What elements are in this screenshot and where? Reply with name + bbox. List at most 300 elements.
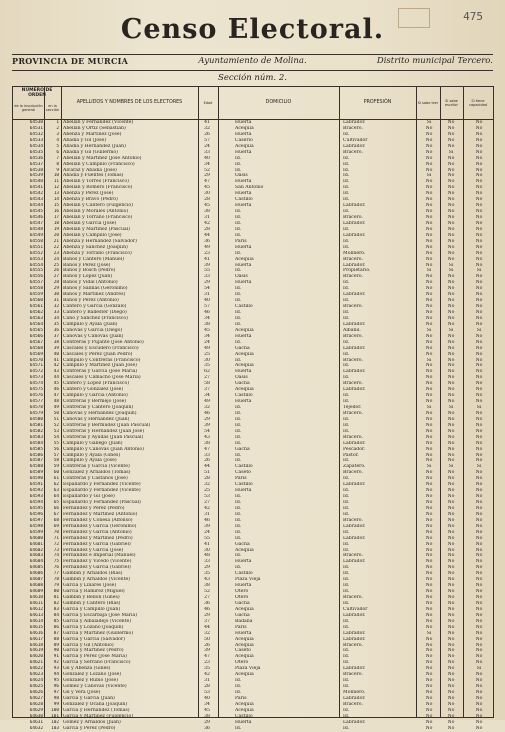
age-cell: 54 bbox=[204, 428, 210, 434]
address-cell: Huerta bbox=[235, 488, 252, 494]
elector-name-cell: González y Rubio (José) bbox=[63, 678, 118, 684]
address-cell: Caserío bbox=[235, 137, 253, 143]
section-number-cell: 24 bbox=[53, 256, 59, 262]
section-number-cell: 60 bbox=[53, 470, 59, 476]
name-header: APELLIDOS Y NOMBRES DE LOS ELECTORES bbox=[76, 100, 183, 106]
general-number-cell: 64617 bbox=[29, 636, 43, 642]
age-cell: 28 bbox=[204, 226, 210, 232]
age-cell: 43 bbox=[204, 577, 210, 583]
read-cell: No bbox=[425, 226, 433, 232]
section-number-cell: 78 bbox=[53, 577, 59, 583]
general-number-cell: 64546 bbox=[29, 215, 43, 220]
section-number-cell: 7 bbox=[56, 155, 59, 161]
age-cell: 57 bbox=[204, 137, 210, 143]
general-number-cell: 64571 bbox=[29, 363, 43, 369]
section-number-cell: 17 bbox=[53, 215, 59, 220]
address-cell: Huerta bbox=[235, 583, 252, 589]
profession-cell: Labrador. bbox=[343, 143, 366, 149]
age-cell: 33 bbox=[204, 452, 210, 458]
elector-name-cell: Baños y Bosch (Pedro) bbox=[63, 268, 116, 274]
capacity-cell: No bbox=[475, 458, 483, 464]
write-cell: No bbox=[447, 529, 455, 535]
section-number-cell: 6 bbox=[56, 149, 59, 155]
profession-cell: Id. bbox=[343, 678, 350, 684]
electoral-table bbox=[12, 86, 494, 731]
age-cell: 48 bbox=[204, 553, 210, 559]
write-cell: No bbox=[447, 375, 455, 381]
write-cell: No bbox=[447, 321, 455, 327]
age-cell: 44 bbox=[204, 464, 210, 470]
capacity-cell: No bbox=[475, 143, 483, 149]
write-cell: No bbox=[447, 351, 455, 357]
section-number-cell: 65 bbox=[53, 500, 59, 505]
age-cell: 35 bbox=[204, 571, 210, 577]
general-number-cell: 64585 bbox=[29, 446, 43, 452]
general-number-cell: 64611 bbox=[29, 600, 43, 606]
elector-name-cell: Fernández y Martínez (Pedro) bbox=[63, 535, 133, 541]
address-cell: Huerta bbox=[235, 131, 252, 137]
address-cell: Oasis bbox=[235, 375, 248, 381]
write-cell: No bbox=[447, 600, 455, 606]
age-cell: 62 bbox=[204, 369, 210, 375]
profession-cell: Id. bbox=[343, 541, 350, 547]
section-number-cell: 83 bbox=[53, 606, 59, 612]
elector-name-cell: Abenza y Martínez (José) bbox=[63, 131, 122, 137]
write-cell: No bbox=[447, 660, 455, 666]
read-cell: Si bbox=[426, 120, 432, 125]
write-cell: No bbox=[447, 244, 455, 250]
address-cell: Id. bbox=[235, 458, 242, 464]
elector-name-cell: Abenza y Pérez (José) bbox=[63, 191, 114, 197]
address-cell: Id. bbox=[235, 220, 242, 226]
capacity-cell: No bbox=[475, 256, 483, 262]
capacity-cell: No bbox=[475, 630, 483, 636]
read-cell: No bbox=[425, 624, 433, 630]
age-cell: 24 bbox=[204, 529, 210, 535]
profession-cell: Id. bbox=[343, 226, 350, 232]
address-cell: Acequia bbox=[235, 672, 254, 678]
age-cell: 55 bbox=[204, 535, 210, 541]
write-cell: Si bbox=[448, 405, 454, 410]
read-cell: No bbox=[425, 304, 433, 310]
general-number-cell: 64623 bbox=[29, 672, 43, 678]
general-number-cell: 64576 bbox=[29, 393, 43, 399]
age-cell: 34 bbox=[204, 393, 210, 399]
capacity-cell: No bbox=[475, 197, 483, 203]
write-cell: Si bbox=[448, 149, 454, 155]
write-cell: No bbox=[447, 482, 455, 488]
section-number-cell: 37 bbox=[53, 333, 59, 339]
section-number-cell: 42 bbox=[53, 363, 59, 369]
profession-cell: Id. bbox=[343, 197, 350, 203]
capacity-cell: No bbox=[475, 470, 483, 476]
elector-name-cell: Abellán y Cantero (Fulgencio) bbox=[63, 203, 133, 209]
read-cell: No bbox=[425, 666, 433, 672]
section-number-cell: 48 bbox=[53, 399, 59, 405]
address-cell: Huerta bbox=[235, 120, 252, 125]
capacity-header: Si tiene capacidad bbox=[469, 98, 487, 107]
capacity-cell: No bbox=[475, 589, 483, 595]
profession-cell: Pescador. bbox=[343, 446, 366, 452]
general-number-cell: 64591 bbox=[29, 482, 43, 488]
capacity-cell: No bbox=[475, 191, 483, 197]
age-cell: 26 bbox=[204, 131, 210, 137]
general-number-cell: 64590 bbox=[29, 476, 43, 482]
general-number-cell: 64600 bbox=[29, 535, 43, 541]
table-body bbox=[13, 120, 493, 732]
profession-cell: Id. bbox=[343, 191, 350, 197]
write-cell: No bbox=[447, 274, 455, 280]
elector-name-cell: Fernández y Conesa (Alfonso) bbox=[63, 517, 133, 523]
capacity-cell: No bbox=[475, 713, 483, 719]
capacity-cell: No bbox=[475, 583, 483, 589]
age-cell: 37 bbox=[204, 618, 210, 624]
address-cell: Acequia bbox=[235, 547, 254, 553]
elector-name-cell: Espallardo y Fernández (Vicente) bbox=[63, 482, 141, 488]
section-number-cell: 16 bbox=[53, 209, 59, 215]
read-cell: No bbox=[425, 220, 433, 226]
read-cell: Si bbox=[426, 357, 432, 363]
write-cell: No bbox=[447, 725, 455, 731]
read-cell: No bbox=[425, 215, 433, 220]
write-cell: No bbox=[447, 137, 455, 143]
elector-name-cell: Campillo y Cánovas (Juan Antonio) bbox=[63, 446, 144, 452]
read-cell: No bbox=[425, 719, 433, 725]
age-cell: 23 bbox=[204, 660, 210, 666]
general-number-cell: 64628 bbox=[29, 701, 43, 707]
elector-name-cell: Cantero y González (José) bbox=[63, 387, 124, 393]
age-cell: 36 bbox=[204, 600, 210, 606]
address-cell: Acequia bbox=[235, 351, 254, 357]
address-cell: Huerta bbox=[235, 280, 252, 286]
capacity-cell: No bbox=[475, 606, 483, 612]
general-number-cell: 64551 bbox=[29, 244, 43, 250]
read-cell: No bbox=[425, 351, 433, 357]
section-number-cell: 43 bbox=[53, 369, 59, 375]
elector-name-cell: Fernández y García (Gerónimo) bbox=[63, 523, 137, 529]
address-cell: Otero bbox=[235, 589, 249, 595]
profession-cell: Labrador. bbox=[343, 535, 366, 541]
write-cell: No bbox=[447, 185, 455, 191]
capacity-cell: No bbox=[475, 577, 483, 583]
read-cell: No bbox=[425, 618, 433, 624]
age-cell: 35 bbox=[204, 666, 210, 672]
age-cell: 34 bbox=[204, 333, 210, 339]
elector-name-cell: Gil y Abenza (Ginés) bbox=[63, 666, 111, 672]
general-number-cell: 64550 bbox=[29, 238, 43, 244]
section-number-cell: 19 bbox=[53, 226, 59, 232]
address-cell: Oasis bbox=[235, 173, 248, 179]
age-cell: 45 bbox=[204, 707, 210, 713]
address-cell: Id. bbox=[235, 725, 242, 731]
address-cell: Huerta bbox=[235, 191, 252, 197]
read-cell: No bbox=[425, 399, 433, 405]
write-cell: No bbox=[447, 292, 455, 298]
write-cell: No bbox=[447, 131, 455, 137]
read-cell: No bbox=[425, 298, 433, 304]
age-cell: 44 bbox=[204, 624, 210, 630]
general-number-cell: 64599 bbox=[29, 529, 43, 535]
read-cell: No bbox=[425, 434, 433, 440]
general-number-cell: 64598 bbox=[29, 523, 43, 529]
profession-cell: Id. bbox=[343, 238, 350, 244]
general-number-cell: 64552 bbox=[29, 250, 43, 256]
general-number-cell: 64577 bbox=[29, 399, 43, 405]
age-cell: 38 bbox=[204, 440, 210, 446]
capacity-cell: No bbox=[475, 203, 483, 209]
address-cell: Id. bbox=[235, 529, 242, 535]
elector-name-cell: Garcia y Campillo (Juan) bbox=[63, 606, 121, 612]
read-cell: No bbox=[425, 488, 433, 494]
general-number-cell: 64604 bbox=[29, 559, 43, 565]
section-number-cell: 77 bbox=[53, 571, 59, 577]
read-cell: No bbox=[425, 238, 433, 244]
elector-name-cell: García y Gil (Antonio) bbox=[63, 642, 114, 648]
general-number-cell: 64621 bbox=[29, 660, 43, 666]
age-cell: 32 bbox=[204, 630, 210, 636]
capacity-cell: No bbox=[475, 559, 483, 565]
capacity-cell: No bbox=[475, 434, 483, 440]
read-cell: No bbox=[425, 440, 433, 446]
write-cell: No bbox=[447, 701, 455, 707]
elector-name-cell: González y Ocaña (Joaquín) bbox=[63, 701, 128, 707]
profession-cell: Id. bbox=[343, 565, 350, 571]
address-cell: Id. bbox=[235, 286, 242, 292]
read-cell: No bbox=[425, 244, 433, 250]
capacity-cell: No bbox=[475, 167, 483, 173]
general-number-cell: 64536 bbox=[29, 155, 43, 161]
age-cell: 41 bbox=[204, 120, 210, 125]
read-cell: No bbox=[425, 529, 433, 535]
general-number-cell: 64589 bbox=[29, 470, 43, 476]
general-number-cell: 64614 bbox=[29, 618, 43, 624]
capacity-cell: No bbox=[475, 648, 483, 654]
section-number-cell: 23 bbox=[53, 250, 59, 256]
age-cell: 52 bbox=[204, 589, 210, 595]
profession-cell: Bracero. bbox=[343, 357, 363, 363]
capacity-cell: No bbox=[475, 250, 483, 256]
address-cell: Acequia bbox=[235, 642, 254, 648]
general-number-cell: 64612 bbox=[29, 606, 43, 612]
municipality-label: Ayuntamiento de Molina. bbox=[198, 56, 307, 66]
profession-cell: Bracero. bbox=[343, 274, 363, 280]
general-number-cell: 64579 bbox=[29, 410, 43, 416]
general-number-cell: 64557 bbox=[29, 280, 43, 286]
general-number-cell: 64545 bbox=[29, 209, 43, 215]
capacity-cell: No bbox=[475, 500, 483, 505]
general-number-cell: 64588 bbox=[29, 464, 43, 470]
address-cell: Plaza Vieja bbox=[235, 577, 261, 583]
age-cell: 32 bbox=[204, 125, 210, 131]
elector-name-cell: Garcia y Linares (José) bbox=[63, 583, 117, 589]
section-number-cell: 12 bbox=[53, 185, 59, 191]
profession-cell: Bracero. bbox=[343, 381, 363, 387]
capacity-cell: No bbox=[475, 345, 483, 351]
section-number-cell: 21 bbox=[53, 238, 59, 244]
read-cell: No bbox=[425, 286, 433, 292]
section-number-cell: 34 bbox=[53, 315, 59, 321]
age-cell: 40 bbox=[204, 695, 210, 701]
age-cell: 24 bbox=[204, 339, 210, 345]
elector-name-cell: Contreras y García (José María) bbox=[63, 369, 138, 375]
address-cell: Id. bbox=[235, 553, 242, 559]
address-cell: Acequia bbox=[235, 606, 254, 612]
profession-cell: Labrador. bbox=[343, 695, 366, 701]
elector-name-cell: González y Lozano (José) bbox=[63, 672, 122, 678]
write-cell: No bbox=[447, 583, 455, 589]
profession-cell: Bracero. bbox=[343, 470, 363, 476]
section-number-cell: 81 bbox=[53, 595, 59, 600]
elector-name-cell: Cánovas y Hernández (Juan) bbox=[63, 416, 130, 422]
general-number-cell: 64622 bbox=[29, 666, 43, 672]
general-number-cell: 64544 bbox=[29, 203, 43, 209]
profession-cell: Id. bbox=[343, 315, 350, 321]
section-number-cell: 18 bbox=[53, 220, 59, 226]
profession-cell: Id. bbox=[343, 393, 350, 399]
address-cell: Acequia bbox=[235, 327, 254, 333]
address-cell: Acequia bbox=[235, 636, 254, 642]
read-cell: No bbox=[425, 375, 433, 381]
section-number-cell: 46 bbox=[53, 387, 59, 393]
elector-name-cell: Abadía y Gil (Gullermo) bbox=[63, 149, 118, 155]
age-cell: 39 bbox=[204, 262, 210, 268]
write-cell: No bbox=[447, 458, 455, 464]
write-cell: No bbox=[447, 654, 455, 660]
address-cell: Id. bbox=[235, 250, 242, 256]
elector-name-cell: Baños y Salinas (Gerónimo) bbox=[63, 286, 128, 292]
age-cell: 39 bbox=[204, 523, 210, 529]
age-cell: 32 bbox=[204, 405, 210, 410]
elector-name-cell: Garcia y Albaladejo (Vicente) bbox=[63, 618, 131, 624]
elector-name-cell: Gambín y Arnaldos (Vicente) bbox=[63, 577, 130, 583]
capacity-cell: No bbox=[475, 494, 483, 500]
address-cell: Caseto bbox=[235, 648, 251, 654]
write-cell: No bbox=[447, 470, 455, 476]
address-cell: Id. bbox=[235, 416, 242, 422]
address-cell: Gacha bbox=[235, 446, 250, 452]
section-number-cell: 20 bbox=[53, 232, 59, 238]
read-cell: No bbox=[425, 428, 433, 434]
address-cell: Huerta bbox=[235, 399, 252, 405]
general-number-header: de la inscripción general bbox=[14, 103, 43, 112]
age-cell: 51 bbox=[204, 470, 210, 476]
capacity-cell: No bbox=[475, 618, 483, 624]
general-number-cell: 64559 bbox=[29, 292, 43, 298]
section-number-cell: 54 bbox=[53, 434, 59, 440]
profession-cell: Molinero. bbox=[343, 690, 366, 695]
profession-cell: Id. bbox=[343, 161, 350, 167]
elector-name-cell: Abenza y Bravo (Pedro) bbox=[63, 197, 118, 203]
read-cell: No bbox=[425, 684, 433, 690]
age-cell: 47 bbox=[204, 654, 210, 660]
read-cell: Si bbox=[426, 405, 432, 410]
capacity-cell: No bbox=[475, 660, 483, 666]
age-cell: 38 bbox=[204, 713, 210, 719]
section-number-cell: 86 bbox=[53, 624, 59, 630]
profession-cell: Id. bbox=[343, 660, 350, 666]
read-cell: No bbox=[425, 143, 433, 149]
capacity-cell: No bbox=[475, 149, 483, 155]
age-cell: 34 bbox=[204, 701, 210, 707]
address-cell: Acequia bbox=[235, 256, 254, 262]
profession-cell: Id. bbox=[343, 173, 350, 179]
age-cell: 33 bbox=[204, 274, 210, 280]
general-number-cell: 64632 bbox=[29, 725, 43, 731]
capacity-cell: No bbox=[475, 553, 483, 559]
section-number-cell: 36 bbox=[53, 327, 59, 333]
elector-name-cell: Gambín y Arnaldos (Blas) bbox=[63, 571, 123, 577]
capacity-cell: No bbox=[475, 310, 483, 315]
capacity-cell: No bbox=[475, 612, 483, 618]
age-cell: 26 bbox=[204, 642, 210, 648]
elector-name-cell: Campillo y Ayala (Juan) bbox=[63, 321, 118, 327]
section-number-cell: 94 bbox=[53, 672, 59, 678]
elector-name-cell: Cantero y López (Francisco) bbox=[63, 381, 130, 387]
general-number-cell: 64574 bbox=[29, 381, 43, 387]
section-number-cell: 101 bbox=[51, 713, 59, 719]
read-cell: No bbox=[425, 131, 433, 137]
address-cell: Badana bbox=[235, 618, 253, 624]
capacity-cell: Si bbox=[476, 464, 482, 470]
elector-name-cell: Contreras y Garcia (Vicente) bbox=[63, 464, 130, 470]
age-cell: 23 bbox=[204, 250, 210, 256]
general-number-cell: 64624 bbox=[29, 678, 43, 684]
elector-name-cell: Abenza y Sánchez (Joaquín) bbox=[63, 244, 128, 250]
profession-cell: Id. bbox=[343, 280, 350, 286]
age-cell: 27 bbox=[204, 375, 210, 381]
elector-name-cell: Espallardo y Fernández (Vicente) bbox=[63, 488, 141, 494]
capacity-cell: No bbox=[475, 695, 483, 701]
capacity-cell: No bbox=[475, 482, 483, 488]
read-cell: No bbox=[425, 701, 433, 707]
profession-cell: Bracero. bbox=[343, 595, 363, 600]
elector-name-cell: Fernández y Martínez (Antonio) bbox=[63, 511, 138, 517]
write-cell: No bbox=[447, 120, 455, 125]
section-number-cell: 62 bbox=[53, 482, 59, 488]
section-number-cell: 76 bbox=[53, 565, 59, 571]
read-cell: No bbox=[425, 535, 433, 541]
section-number-cell: 69 bbox=[53, 523, 59, 529]
elector-name-cell: Cánovas y García (Diego) bbox=[63, 327, 123, 333]
general-number-cell: 64530 bbox=[29, 120, 43, 125]
section-number-cell: 73 bbox=[53, 547, 59, 553]
profession-cell: Id. bbox=[343, 167, 350, 173]
general-number-cell: 64532 bbox=[29, 131, 43, 137]
read-cell: No bbox=[425, 161, 433, 167]
address-cell: Acequia bbox=[235, 654, 254, 660]
general-number-cell: 64554 bbox=[29, 262, 43, 268]
capacity-cell: No bbox=[475, 517, 483, 523]
age-cell: 42 bbox=[204, 505, 210, 511]
general-number-cell: 64540 bbox=[29, 179, 43, 185]
age-cell: 29 bbox=[204, 173, 210, 179]
profession-cell: Id. bbox=[343, 624, 350, 630]
age-cell: 41 bbox=[204, 541, 210, 547]
write-cell: No bbox=[447, 577, 455, 583]
section-number-cell: 63 bbox=[53, 488, 59, 494]
address-cell: Acequia bbox=[235, 387, 254, 393]
general-number-cell: 64564 bbox=[29, 321, 43, 327]
section-number-cell: 44 bbox=[53, 375, 59, 381]
write-cell: No bbox=[447, 684, 455, 690]
age-cell: 27 bbox=[204, 500, 210, 505]
address-cell: Huerta bbox=[235, 262, 252, 268]
write-cell: No bbox=[447, 678, 455, 684]
elector-name-cell: García y Ramírez (Miguel) bbox=[63, 589, 125, 595]
elector-name-cell: Abadía y Hernández (Juan) bbox=[63, 143, 126, 149]
read-cell: No bbox=[425, 559, 433, 565]
capacity-cell: Si bbox=[476, 405, 482, 410]
